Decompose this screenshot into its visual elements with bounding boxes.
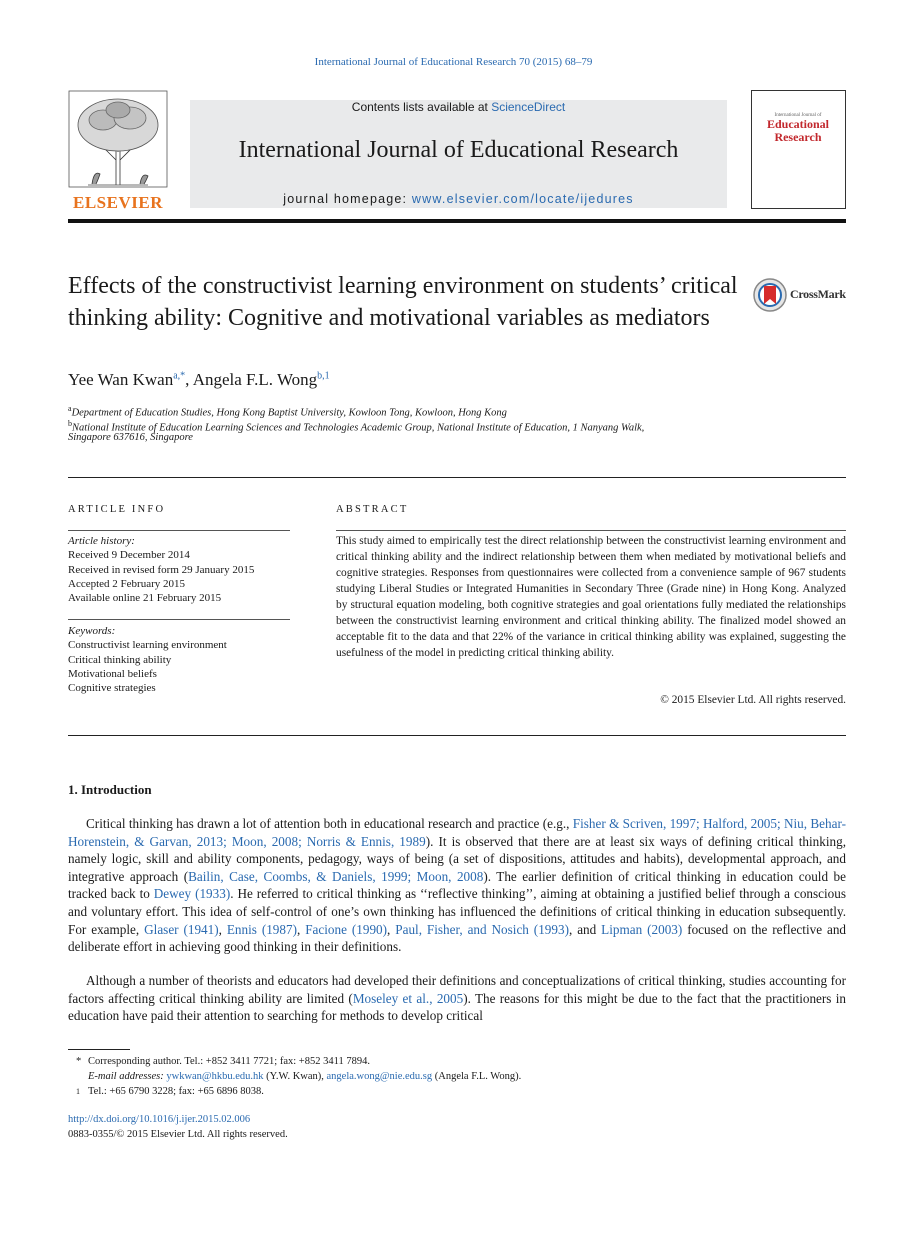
footnote-marker: 1: [76, 1087, 80, 1096]
text: ,: [296, 921, 306, 937]
section-heading: 1. Introduction: [68, 782, 152, 797]
elsevier-wordmark: ELSEVIER: [73, 193, 163, 212]
cover-title-line2: Research: [774, 130, 822, 144]
history-accepted: Accepted 2 February 2015: [68, 577, 185, 590]
homepage-prefix: journal homepage:: [283, 192, 412, 206]
footnote-marker: *: [76, 1056, 82, 1067]
affiliation-b-cont: Singapore 637616, Singapore: [68, 432, 193, 443]
affil-text: Department of Education Studies, Hong Kong Baptist University, Kowloon Tong, Kowloon, Hong Kong: [71, 407, 507, 419]
keyword-item: Motivational beliefs: [68, 667, 157, 680]
text: ). The earlier definition of critical thinking in education could be tracked back to: [68, 868, 846, 902]
email-footnote: [88, 1069, 521, 1084]
abstract-text: This study aimed to empirically test the direct relationship between the constructivist learning environment and critical thinking ability and the indirect relationship between them when mediated by motivational beliefs and cognitive strategies. Responses from questionnaires were collected from a convenience sample of 967 students studying Liberal Studies or Integrated Humanities in Secondary Three (Grade nine) in Hong Kong. Analyzed by structural equation modeling, both cognitive strategies and goal orientations fully mediated the relationships between the constructivist learning environment and critical thinking ability. The finalized model showed an acceptable fit to the data and that 22% of the variance in critical thinking ability was explained, suggesting the usefulness of the model in predicting critical thinking ability.: [336, 535, 846, 659]
cover-title: [753, 118, 843, 144]
affil-label: b: [68, 419, 72, 428]
abstract-label: ABSTRACT: [336, 504, 409, 515]
citation-link[interactable]: Bailin, Case, Coombs, & Daniels, 1999; Moon, 2008: [188, 868, 484, 884]
article-history: [68, 534, 290, 605]
abstract-copyright: © 2015 Elsevier Ltd. All rights reserved.: [660, 694, 846, 706]
doi-link[interactable]: http://dx.doi.org/10.1016/j.ijer.2015.02.006: [68, 1114, 251, 1125]
corresponding-author-footnote: [76, 1054, 370, 1069]
email-link[interactable]: ywkwan@hkbu.edu.hk: [166, 1071, 264, 1082]
abstract-rule: [336, 530, 846, 531]
section-rule: [68, 477, 846, 478]
intro-paragraph-1: [68, 815, 846, 956]
history-online: Available online 21 February 2015: [68, 592, 222, 605]
keywords: [68, 624, 290, 695]
footnote-text: Tel.: +65 6790 3228; fax: +65 6896 8038.: [88, 1086, 264, 1097]
citation-link[interactable]: Ennis (1987): [226, 921, 297, 937]
article-title: Effects of the constructivist learning environment on students’ critical thinking ability: Cognitive and motivational variables as mediators: [68, 273, 738, 331]
journal-title: International Journal of Educational Research: [238, 137, 679, 163]
article-info-label: ARTICLE INFO: [68, 504, 166, 515]
contents-prefix: Contents lists available at: [351, 100, 492, 114]
text: , and: [568, 921, 602, 937]
text: ,: [218, 921, 227, 937]
history-received: Received 9 December 2014: [68, 549, 190, 562]
footnote-text: Corresponding author. Tel.: +852 3411 7721; fax: +852 3411 7894.: [88, 1056, 370, 1067]
cover-title-line1: Educational: [766, 117, 829, 131]
affil-label: a: [68, 404, 72, 413]
citation-link[interactable]: Lipman (2003): [601, 921, 683, 937]
text: . He referred to critical thinking as ‘‘reflective thinking’’, aiming at obtaining a justified belief through a conscious and voluntary effort. This idea of self-control of one’s own thinking has influenced the definitions of critical thinking in education subsequently. For example,: [68, 886, 846, 937]
history-label: Article history:: [68, 535, 135, 547]
keyword-item: Cognitive strategies: [68, 682, 156, 695]
article-info-rule: [68, 530, 290, 531]
phone-footnote: [76, 1084, 264, 1099]
keyword-item: Critical thinking ability: [68, 653, 172, 666]
text: ,: [387, 921, 396, 937]
author-affil-marker[interactable]: b,1: [317, 370, 330, 382]
issn-copyright: 0883-0355/© 2015 Elsevier Ltd. All rights reserved.: [68, 1129, 288, 1140]
citation-link[interactable]: Moseley et al., 2005: [352, 990, 464, 1006]
header-rule: [68, 219, 846, 223]
author-list: [68, 370, 330, 390]
text: ). The reasons for this might be due to the fact that the practitioners in education have paid their attention to searching for methods to develop critical: [68, 990, 846, 1024]
history-revised: Received in revised form 29 January 2015: [68, 563, 255, 576]
crossmark-label[interactable]: CrossMark: [790, 287, 846, 301]
author-affil-marker[interactable]: a,*: [173, 370, 186, 382]
elsevier-tree-logo: [68, 90, 168, 210]
journal-citation[interactable]: International Journal of Educational Research 70 (2015) 68–79: [314, 56, 593, 68]
text: Critical thinking has drawn a lot of attention both in educational research and practice (e.g.,: [86, 816, 573, 831]
homepage-link[interactable]: www.elsevier.com/locate/ijedures: [411, 192, 634, 206]
text: focused on the reflective and deliberate effort in achieving good thinking in their definitions.: [68, 921, 847, 955]
citation-link[interactable]: Dewey (1933): [153, 886, 231, 902]
sciencedirect-link[interactable]: ScienceDirect: [491, 100, 566, 114]
footnote-rule: [68, 1049, 130, 1050]
keywords-rule: [68, 619, 290, 620]
text: ). It is observed that there are at least six ways of defining critical thinking, namely logic, skill and ability components, pedagogy, ways of being (a set of dispositions, attitudes and habits), developmental approach, and integrative approach (: [68, 833, 846, 884]
crossmark-icon[interactable]: [752, 277, 788, 318]
author-name[interactable]: Angela F.L. Wong: [192, 370, 318, 389]
author-name[interactable]: Yee Wan Kwan: [68, 370, 174, 389]
keyword-item: Constructivist learning environment: [68, 639, 227, 652]
email-link[interactable]: angela.wong@nie.edu.sg: [326, 1071, 433, 1082]
journal-cover-thumbnail[interactable]: [751, 90, 846, 209]
affil-text: National Institute of Education Learning Sciences and Technologies Academic Group, National Institute of Education, 1 Nanyang Walk,: [72, 422, 645, 434]
citation-link[interactable]: Fisher & Scriven, 1997; Halford, 2005; Niu, Behar-Horenstein, & Garvan, 2013; Moon, 2008; Norris & Ennis, 1989: [68, 816, 846, 849]
text: Although a number of theorists and educators had developed their definitions and conceptualizations of critical thinking, studies accounting for factors affecting critical thinking ability are limited (: [68, 973, 846, 1006]
email-label: E-mail addresses:: [88, 1071, 164, 1082]
email-owner: (Angela F.L. Wong).: [432, 1071, 522, 1082]
section-rule: [68, 735, 846, 736]
email-owner: (Y.W. Kwan),: [263, 1071, 327, 1082]
contents-line: [190, 100, 727, 114]
cover-small-text: International Journal of: [774, 113, 822, 118]
citation-link[interactable]: Glaser (1941): [144, 921, 219, 937]
homepage-line: [190, 192, 727, 206]
keywords-label: Keywords:: [68, 625, 116, 637]
citation-link[interactable]: Paul, Fisher, and Nosich (1993): [395, 921, 569, 937]
intro-paragraph-2: [68, 972, 846, 1025]
author-separator: ,: [185, 370, 193, 389]
citation-link[interactable]: Facione (1990): [305, 921, 388, 937]
